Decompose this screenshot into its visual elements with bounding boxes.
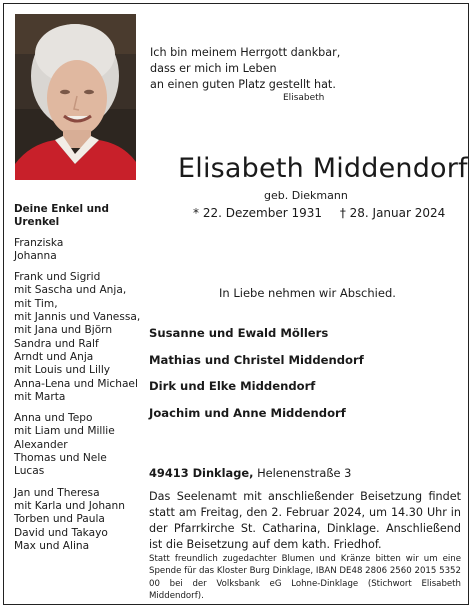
family-member: Lucas	[14, 465, 45, 478]
family-member: Franziska	[14, 236, 64, 249]
quote-signature: Elisabeth	[283, 93, 325, 103]
farewell-text: In Liebe nehmen wir Abschied.	[219, 286, 396, 300]
family-group	[14, 412, 144, 478]
family-member: mit Louis und Lilly	[14, 364, 111, 377]
family-member: Frank und Sigrid	[14, 271, 101, 284]
family-group	[14, 487, 144, 553]
address-city: 49413 Dinklage,	[149, 466, 254, 480]
family-member: mit Liam und Millie	[14, 425, 115, 438]
mourners-list	[149, 326, 364, 432]
death-date: † 28. Januar 2024	[339, 206, 446, 220]
mourner-name: Susanne und Ewald Möllers	[149, 326, 329, 340]
service-details: Das Seelenamt mit anschließender Beisetzung findet statt am Freitag, den 2. Februar 2024, um 14.30 Uhr in der Pfarrkirche St. Catharina, Dinklage. Anschließend ist die Beisetzung auf dem kath. Friedhof.	[149, 490, 461, 551]
mourner-name: Mathias und Christel Middendorf	[149, 352, 364, 367]
family-member: Jan und Theresa	[14, 486, 100, 499]
family-group	[14, 271, 144, 404]
mourner-name: Dirk und Elke Middendorf	[149, 379, 316, 393]
portrait-photo	[15, 14, 136, 180]
family-group	[14, 237, 144, 264]
quote-line: dass er mich im Leben	[150, 62, 277, 75]
quote-line: an einen guten Platz gestellt hat.	[150, 78, 336, 91]
family-member: Sandra und Ralf	[14, 337, 99, 350]
family-member: Arndt und Anja	[14, 350, 94, 363]
family-member: Johanna	[14, 249, 57, 262]
address-street: Helenenstraße 3	[257, 466, 352, 480]
family-member: Anna-Lena und Michael	[14, 377, 138, 390]
family-member: mit Marta	[14, 390, 66, 403]
maiden-name: geb. Diekmann	[264, 189, 348, 202]
life-dates	[193, 206, 445, 220]
birth-date: * 22. Dezember 1931	[193, 206, 322, 220]
family-member: mit Sascha und Anja,	[14, 284, 127, 297]
family-member: Max und Alina	[14, 539, 90, 552]
family-member: mit Karla und Johann	[14, 499, 125, 512]
quote-line: Ich bin meinem Herrgott dankbar,	[150, 46, 341, 59]
family-member: Alexander	[14, 438, 68, 451]
donation-note: Statt freundlich zugedachter Blumen und Kränze bitten wir um eine Spende für das Kloster Burg Dinklage, IBAN DE48 2806 2560 2015 5352 00 bei der Volksbank eG Lohne-Dinklage (Stichwort Elisabeth Middendorf).	[149, 554, 461, 601]
deceased-name: Elisabeth Middendorf	[178, 153, 468, 184]
quote	[150, 45, 340, 93]
address	[149, 466, 351, 480]
family-member: mit Jannis und Vanessa,	[14, 311, 141, 324]
family-member: mit Tim,	[14, 297, 58, 310]
family-member: David und Takayo	[14, 526, 108, 539]
family-member: Torben und Paula	[14, 513, 105, 526]
family-member: mit Jana und Björn	[14, 324, 113, 337]
grandchildren-list	[14, 203, 144, 561]
family-member: Thomas und Nele	[14, 452, 107, 465]
grandchildren-heading: Deine Enkel und Urenkel	[14, 203, 109, 229]
mourner-name: Joachim und Anne Middendorf	[149, 405, 346, 420]
family-member: Anna und Tepo	[14, 412, 93, 425]
